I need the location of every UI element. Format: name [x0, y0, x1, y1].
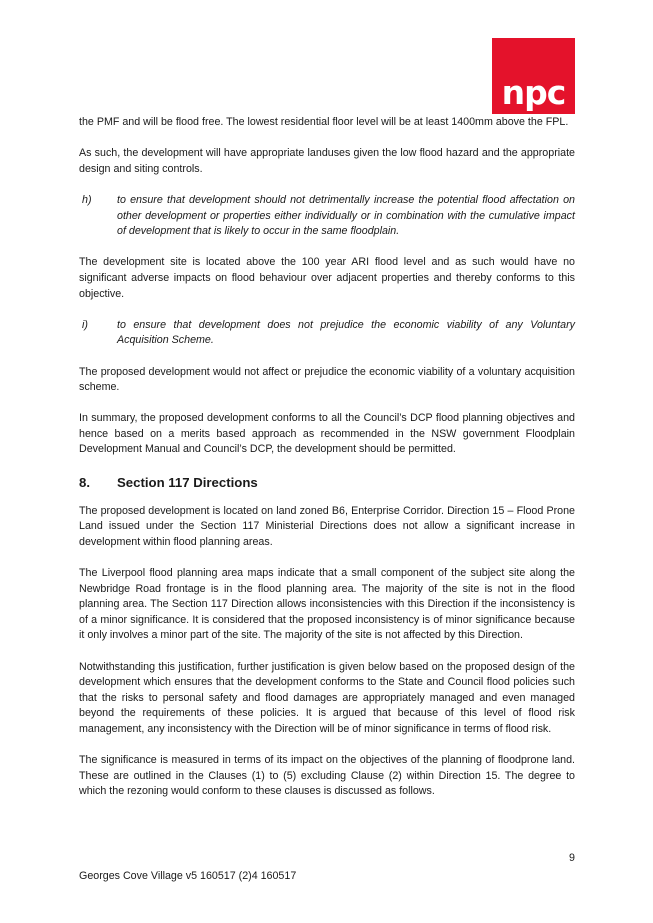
paragraph: The proposed development would not affect or prejudice the economic viability of a voluntary acquisition scheme. — [79, 365, 575, 394]
objective-letter: i) — [82, 318, 88, 331]
page-number: 9 — [569, 852, 575, 864]
paragraph: As such, the development will have appropriate landuses given the low flood hazard and the appropriate design and siting controls. — [79, 147, 575, 175]
section-heading — [79, 474, 575, 492]
paragraph: the PMF and will be flood free. The lowest residential floor level will be at least 1400mm above the FPL. — [79, 116, 569, 128]
objective-text: to ensure that development does not prejudice the economic viability of any Voluntary Acquisition Scheme. — [117, 318, 575, 347]
paragraph: The significance is measured in terms of its impact on the objectives of the planning of floodprone land. These are outlined in the Clauses (1) to (5) excluding Clause (2) within Direction 15. The degree to which the rezoning would conform to these clauses is discussed as follows. — [79, 754, 575, 798]
paragraph: In summary, the proposed development conforms to all the Council’s DCP flood planning objectives and hence based on a merits based approach as recommended in the NSW government Floodplain Development Manual and Council’s DCP, the development should be permitted. — [79, 412, 575, 456]
objective-letter: h) — [82, 193, 92, 206]
paragraph: The Liverpool flood planning area maps indicate that a small component of the subject site along the Newbridge Road frontage is in the flood planning area. The majority of the site is not in the flood planning area. The Section 117 Direction allows inconsistencies with this Direction if the inconsistency is of a minor significance. It is considered that the proposed inconsistency is of minor significance because it only involves a minor part of the site. The majority of the site is not affected by this Direction. — [79, 567, 575, 642]
footer: Georges Cove Village v5 160517 (2)4 160517 — [79, 870, 297, 882]
objective-h — [79, 193, 575, 240]
objective-text: to ensure that development should not detrimentally increase the potential flood affectation on other development or properties either individually or in combination with the cumulative impact of development that is likely to occur in the same floodplain. — [117, 193, 575, 238]
objective-i — [79, 318, 575, 349]
logo-text: npc — [501, 73, 566, 112]
section-number: 8. — [79, 474, 90, 490]
paragraph: Notwithstanding this justification, further justification is given below based on the proposed design of the development which ensures that the development conforms to the State and Council flood policies such that the risks to personal safety and flood damages are appropriately managed and even managed beyond the requirements of these policies. It is argued that because of this level of flood risk management, any inconsistency with the Direction will be of minor significance in terms of flood risk. — [79, 660, 575, 735]
section-title: Section 117 Directions — [117, 474, 258, 490]
document-body — [79, 115, 575, 816]
paragraph: The proposed development is located on land zoned B6, Enterprise Corridor. Direction 15 – Flood Prone Land issued under the Section 117 Ministerial Directions does not allow a significant increase in development within flood planning areas. — [79, 504, 575, 548]
paragraph: The development site is located above the 100 year ARI flood level and as such would have no significant adverse impacts on flood behaviour over adjacent properties and thereby conforms to this objective. — [79, 256, 575, 300]
npc-logo — [492, 38, 575, 114]
